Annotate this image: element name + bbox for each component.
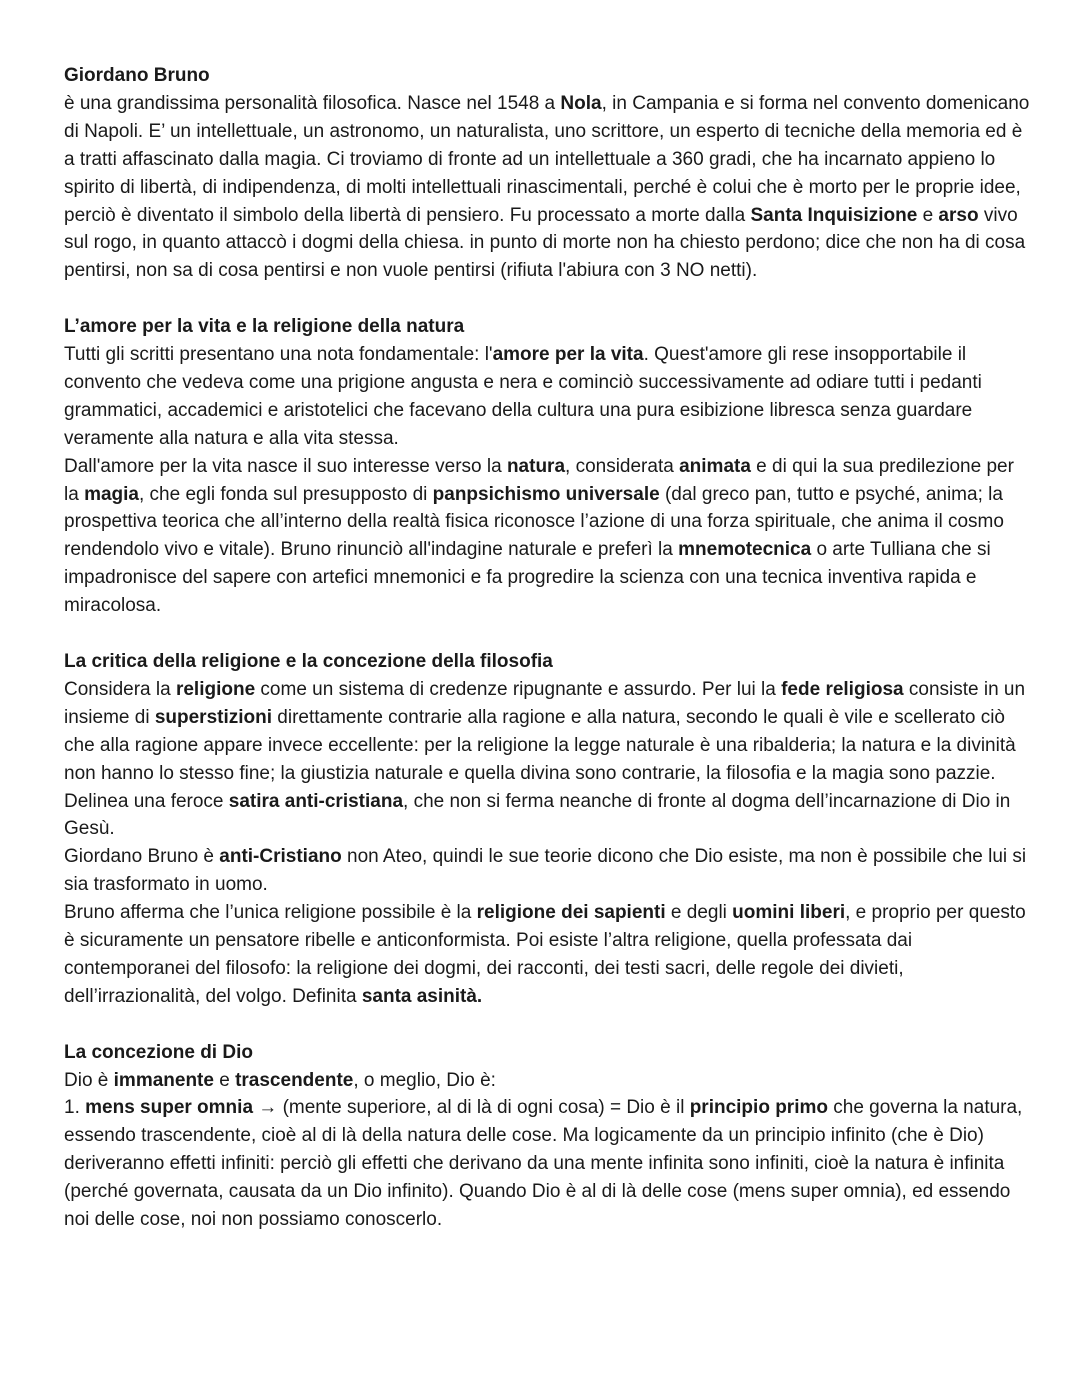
paragraph [64, 899, 1032, 1011]
bold-term: Santa Inquisizione [750, 204, 918, 226]
bold-term: immanente [113, 1069, 214, 1091]
bold-term: santa asinità. [361, 985, 483, 1007]
bold-term: Nola [560, 92, 602, 114]
text-run: , in Campania e si forma nel convento domenicano di Napoli. E’ un intellettuale, un astronomo, un naturalista, uno scrittore, un esperto di tecniche della memoria ed è a tratti affascinato dalla magia. Ci troviamo di fronte ad un intellettuale a 360 gradi, che ha incarnato appieno lo spirito di libertà, di indipendenza, di molti intellettuali rinascimentali, perché è colui che è morto per le proprie idee, perciò è diventato il simbolo della libertà di pensiero. Fu processato a morte dalla [64, 92, 1030, 226]
bold-term: religione dei sapienti [476, 902, 666, 924]
bold-term: fede religiosa [781, 678, 904, 700]
text-run: direttamente contrarie alla ragione e alla natura, secondo le quali è vile e scellerato ciò che alla ragione appare invece eccellente: per la religione la legge naturale è una ribalderia; la natura e la divinità non hanno lo stesso fine; la giustizia naturale e quella divina sono contrarie, la filosofia e la magia sono pazzie. [64, 706, 1016, 784]
text-run: Bruno afferma che l’unica religione possibile è la [64, 902, 477, 924]
text-run: è una grandissima personalità filosofica. Nasce nel 1548 a [64, 92, 561, 114]
paragraph [64, 843, 1032, 899]
text-run: Giordano Bruno è [64, 846, 220, 868]
text-run: che governa la natura, essendo trascendente, cioè al di là della natura delle cose. Ma logicamente da un principio infinito (che è Dio) deriveranno effetti infiniti: perciò gli effetti che derivano da una mente infinita sono infiniti, cioè la natura è infinita (perché governata, causata da un Dio infinito). Quando Dio è al di là delle cose (mens super omnia), ed essendo noi delle cose, noi non possiamo conoscerlo. [64, 1097, 1023, 1231]
text-run: Dio è [64, 1069, 114, 1091]
text-run: . Quest'amore gli rese insopportabile il convento che vedeva come una prigione angusta e nera e cominciò successivamente ad odiare tutti i pedanti grammatici, accademici e aristotelici che facevano della cultura una pura esibizione libresca senza guardare veramente alla natura e alla vita stessa. [64, 344, 982, 449]
bold-term: mnemotecnica [678, 539, 812, 561]
paragraph [64, 1094, 1032, 1234]
paragraph [64, 1067, 1032, 1095]
section-heading: La critica della religione e la concezione della filosofia [64, 651, 553, 672]
bold-term: arso [938, 204, 979, 226]
text-run: , o meglio, Dio è: [353, 1069, 496, 1091]
bold-term: animata [679, 455, 751, 477]
section-heading: L’amore per la vita e la religione della natura [64, 316, 465, 338]
text-run: e degli [665, 902, 733, 924]
text-run: e [213, 1069, 236, 1091]
text-run: Dall'amore per la vita nasce il suo interesse verso la [64, 455, 507, 477]
bold-term: magia [84, 483, 139, 505]
bold-term: panpsichismo universale [432, 483, 660, 505]
section [64, 313, 1032, 620]
text-run: (dal greco pan, tutto e psyché, anima; la prospettiva teorica che all’interno della realtà fisica riconosce l’azione di una forza spirituale, che anima il cosmo rendendolo vivo e vitale). Bruno rinunciò all'indagine naturale e preferì la [64, 483, 1004, 561]
bold-term: trascendente [235, 1069, 354, 1091]
text-run: vivo sul rogo, in quanto attaccò i dogmi della chiesa. in punto di morte non ha chiesto perdono; dice che non ha di cosa pentirsi, non sa di cosa pentirsi e non vuole pentirsi (rifiuta l'abiura con 3 NO netti). [64, 204, 1026, 282]
text-run: 1. [64, 1097, 86, 1119]
text-run: come un sistema di credenze ripugnante e assurdo. Per lui la [255, 678, 782, 700]
document-page [64, 62, 1032, 1234]
bold-term: superstizioni [154, 706, 273, 728]
bold-term: natura [506, 455, 566, 477]
text-run: , che egli fonda sul presupposto di [139, 483, 433, 505]
bold-term: religione [175, 678, 256, 700]
bold-term: amore per la vita [492, 344, 644, 366]
text-run: , considerata [565, 455, 680, 477]
text-run: non Ateo, quindi le sue teorie dicono che Dio esiste, ma non è possibile che lui si sia trasformato in uomo. [64, 846, 1027, 896]
bold-term: anti-Cristiano [219, 846, 342, 868]
paragraph [64, 453, 1032, 620]
bold-term: satira anti-cristiana [228, 790, 404, 812]
text-run: e [917, 204, 939, 226]
section-heading: La concezione di Dio [64, 1041, 253, 1063]
text-run: Considera la [64, 678, 176, 700]
text-run: , che non si ferma neanche di fronte al dogma dell’incarnazione di Dio in Gesù. [64, 790, 1011, 840]
section [64, 648, 1032, 1011]
paragraph [64, 788, 1032, 844]
text-run: → (mente superiore, al di là di ogni cosa) = Dio è il [253, 1097, 690, 1119]
text-run: e di qui la sua predilezione per la [64, 455, 1014, 505]
paragraph [64, 676, 1032, 788]
text-run: Delinea una feroce [64, 790, 229, 812]
text-run: , e proprio per questo è sicuramente un pensatore ribelle e anticonformista. Poi esiste l’altra religione, quella professata dai contemporanei del filosofo: la religione dei dogmi, dei racconti, dei testi sacri, delle regole dei divieti, dell’irrazionalità, del volgo. Definita [64, 902, 1026, 1007]
section [64, 62, 1032, 285]
bold-term: principio primo [689, 1097, 828, 1119]
text-run: Tutti gli scritti presentano una nota fondamentale: l' [64, 344, 493, 366]
paragraph [64, 90, 1032, 285]
section [64, 1039, 1032, 1234]
paragraph [64, 341, 1032, 453]
text-run: o arte Tulliana che si impadronisce del sapere con artefici mnemonici e fa progredire la scienza con una tecnica inventiva rapida e miracolosa. [64, 539, 991, 617]
text-run: consiste in un insieme di [64, 678, 1026, 728]
bold-term: uomini liberi [732, 902, 846, 924]
section-heading: Giordano Bruno [64, 65, 210, 86]
bold-term: mens super omnia [85, 1097, 254, 1119]
